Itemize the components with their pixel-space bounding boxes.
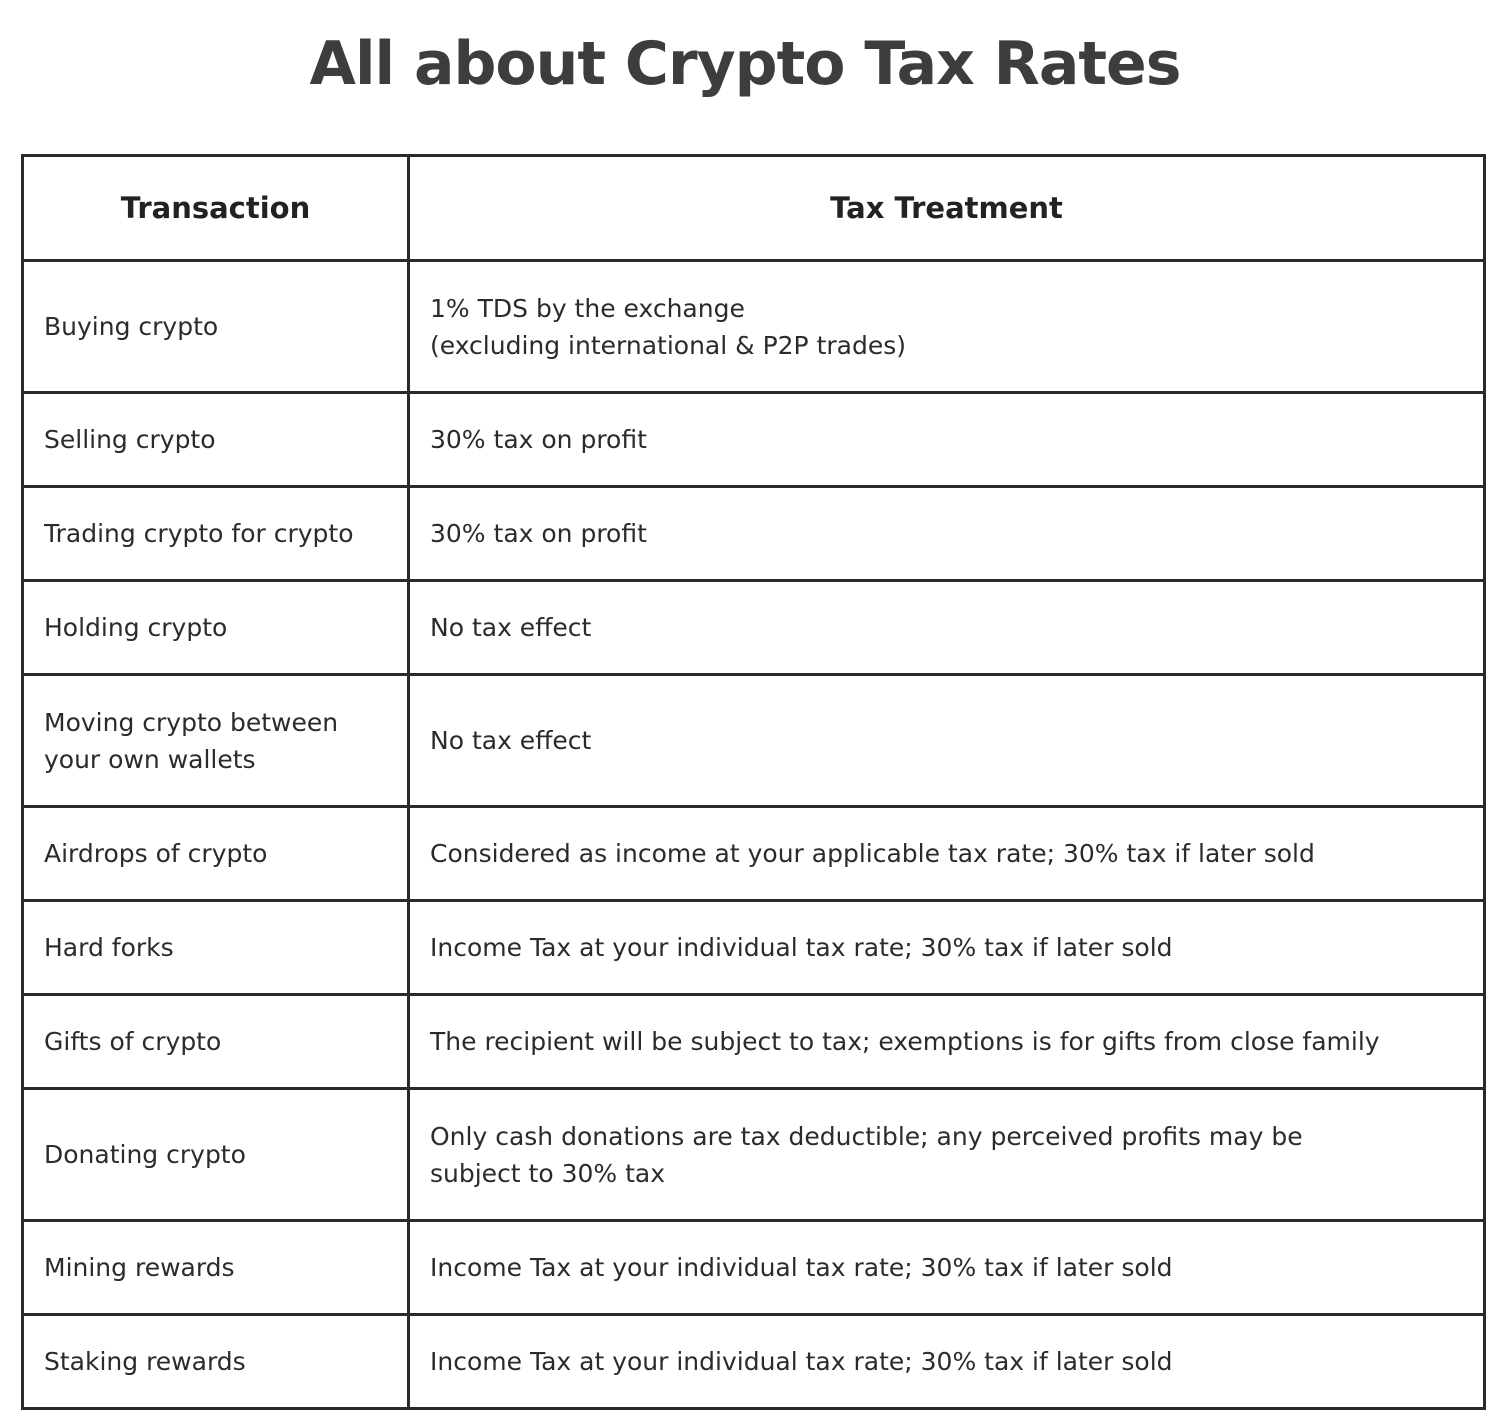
transaction-text: Donating crypto [44, 1140, 246, 1169]
tax-treatment-text: Income Tax at your individual tax rate; 30% tax if later sold [430, 1347, 1173, 1376]
table-header-row [23, 156, 1485, 261]
tax-treatment-text: 1% TDS by the exchange (excluding international & P2P trades) [430, 293, 907, 360]
tax-treatment-cell [409, 261, 1485, 393]
transaction-cell [23, 1221, 409, 1315]
page-title: All about Crypto Tax Rates [309, 29, 1181, 99]
transaction-text: Staking rewards [44, 1347, 246, 1376]
table-row [23, 1089, 1485, 1221]
table-row [23, 581, 1485, 675]
tax-treatment-cell [409, 675, 1485, 807]
tax-treatment-text: Only cash donations are tax deductible; any perceived profits may be subject to 30% tax [430, 1121, 1303, 1188]
tax-treatment-text: Income Tax at your individual tax rate; 30% tax if later sold [430, 1253, 1173, 1282]
transaction-cell [23, 393, 409, 487]
tax-treatment-text: Income Tax at your individual tax rate; 30% tax if later sold [430, 933, 1173, 962]
tax-treatment-cell [409, 1221, 1485, 1315]
transaction-text: Holding crypto [44, 613, 228, 642]
table-row [23, 1221, 1485, 1315]
transaction-cell [23, 487, 409, 581]
tax-treatment-text: The recipient will be subject to tax; exemptions is for gifts from close family [430, 1027, 1380, 1056]
transaction-cell [23, 995, 409, 1089]
tax-treatment-text: No tax effect [430, 726, 592, 755]
header-transaction: Transaction [23, 156, 409, 261]
table-row [23, 675, 1485, 807]
table-row [23, 393, 1485, 487]
tax-treatment-cell [409, 487, 1485, 581]
transaction-cell [23, 675, 409, 807]
tax-treatment-cell [409, 393, 1485, 487]
transaction-text: Moving crypto between your own wallets [44, 707, 339, 774]
transaction-cell [23, 901, 409, 995]
table-row [23, 261, 1485, 393]
tax-treatment-cell [409, 901, 1485, 995]
table-row [23, 1315, 1485, 1409]
table-row [23, 995, 1485, 1089]
tax-treatment-text: 30% tax on profit [430, 519, 647, 548]
transaction-text: Buying crypto [44, 312, 219, 341]
tax-treatment-cell [409, 1315, 1485, 1409]
table-row [23, 807, 1485, 901]
transaction-cell [23, 581, 409, 675]
tax-treatment-text: 30% tax on profit [430, 425, 647, 454]
tax-treatment-text: No tax effect [430, 613, 592, 642]
header-tax-treatment: Tax Treatment [409, 156, 1485, 261]
transaction-text: Trading crypto for crypto [44, 519, 354, 548]
table-row [23, 487, 1485, 581]
tax-table [21, 154, 1486, 1410]
transaction-text: Gifts of crypto [44, 1027, 222, 1056]
tax-treatment-cell [409, 807, 1485, 901]
transaction-cell [23, 261, 409, 393]
table-row [23, 901, 1485, 995]
transaction-cell [23, 1089, 409, 1221]
transaction-text: Selling crypto [44, 425, 216, 454]
transaction-cell [23, 1315, 409, 1409]
tax-treatment-cell [409, 1089, 1485, 1221]
tax-treatment-cell [409, 581, 1485, 675]
transaction-text: Mining rewards [44, 1253, 235, 1282]
tax-treatment-cell [409, 995, 1485, 1089]
transaction-text: Airdrops of crypto [44, 839, 268, 868]
transaction-cell [23, 807, 409, 901]
transaction-text: Hard forks [44, 933, 174, 962]
tax-treatment-text: Considered as income at your applicable tax rate; 30% tax if later sold [430, 839, 1315, 868]
